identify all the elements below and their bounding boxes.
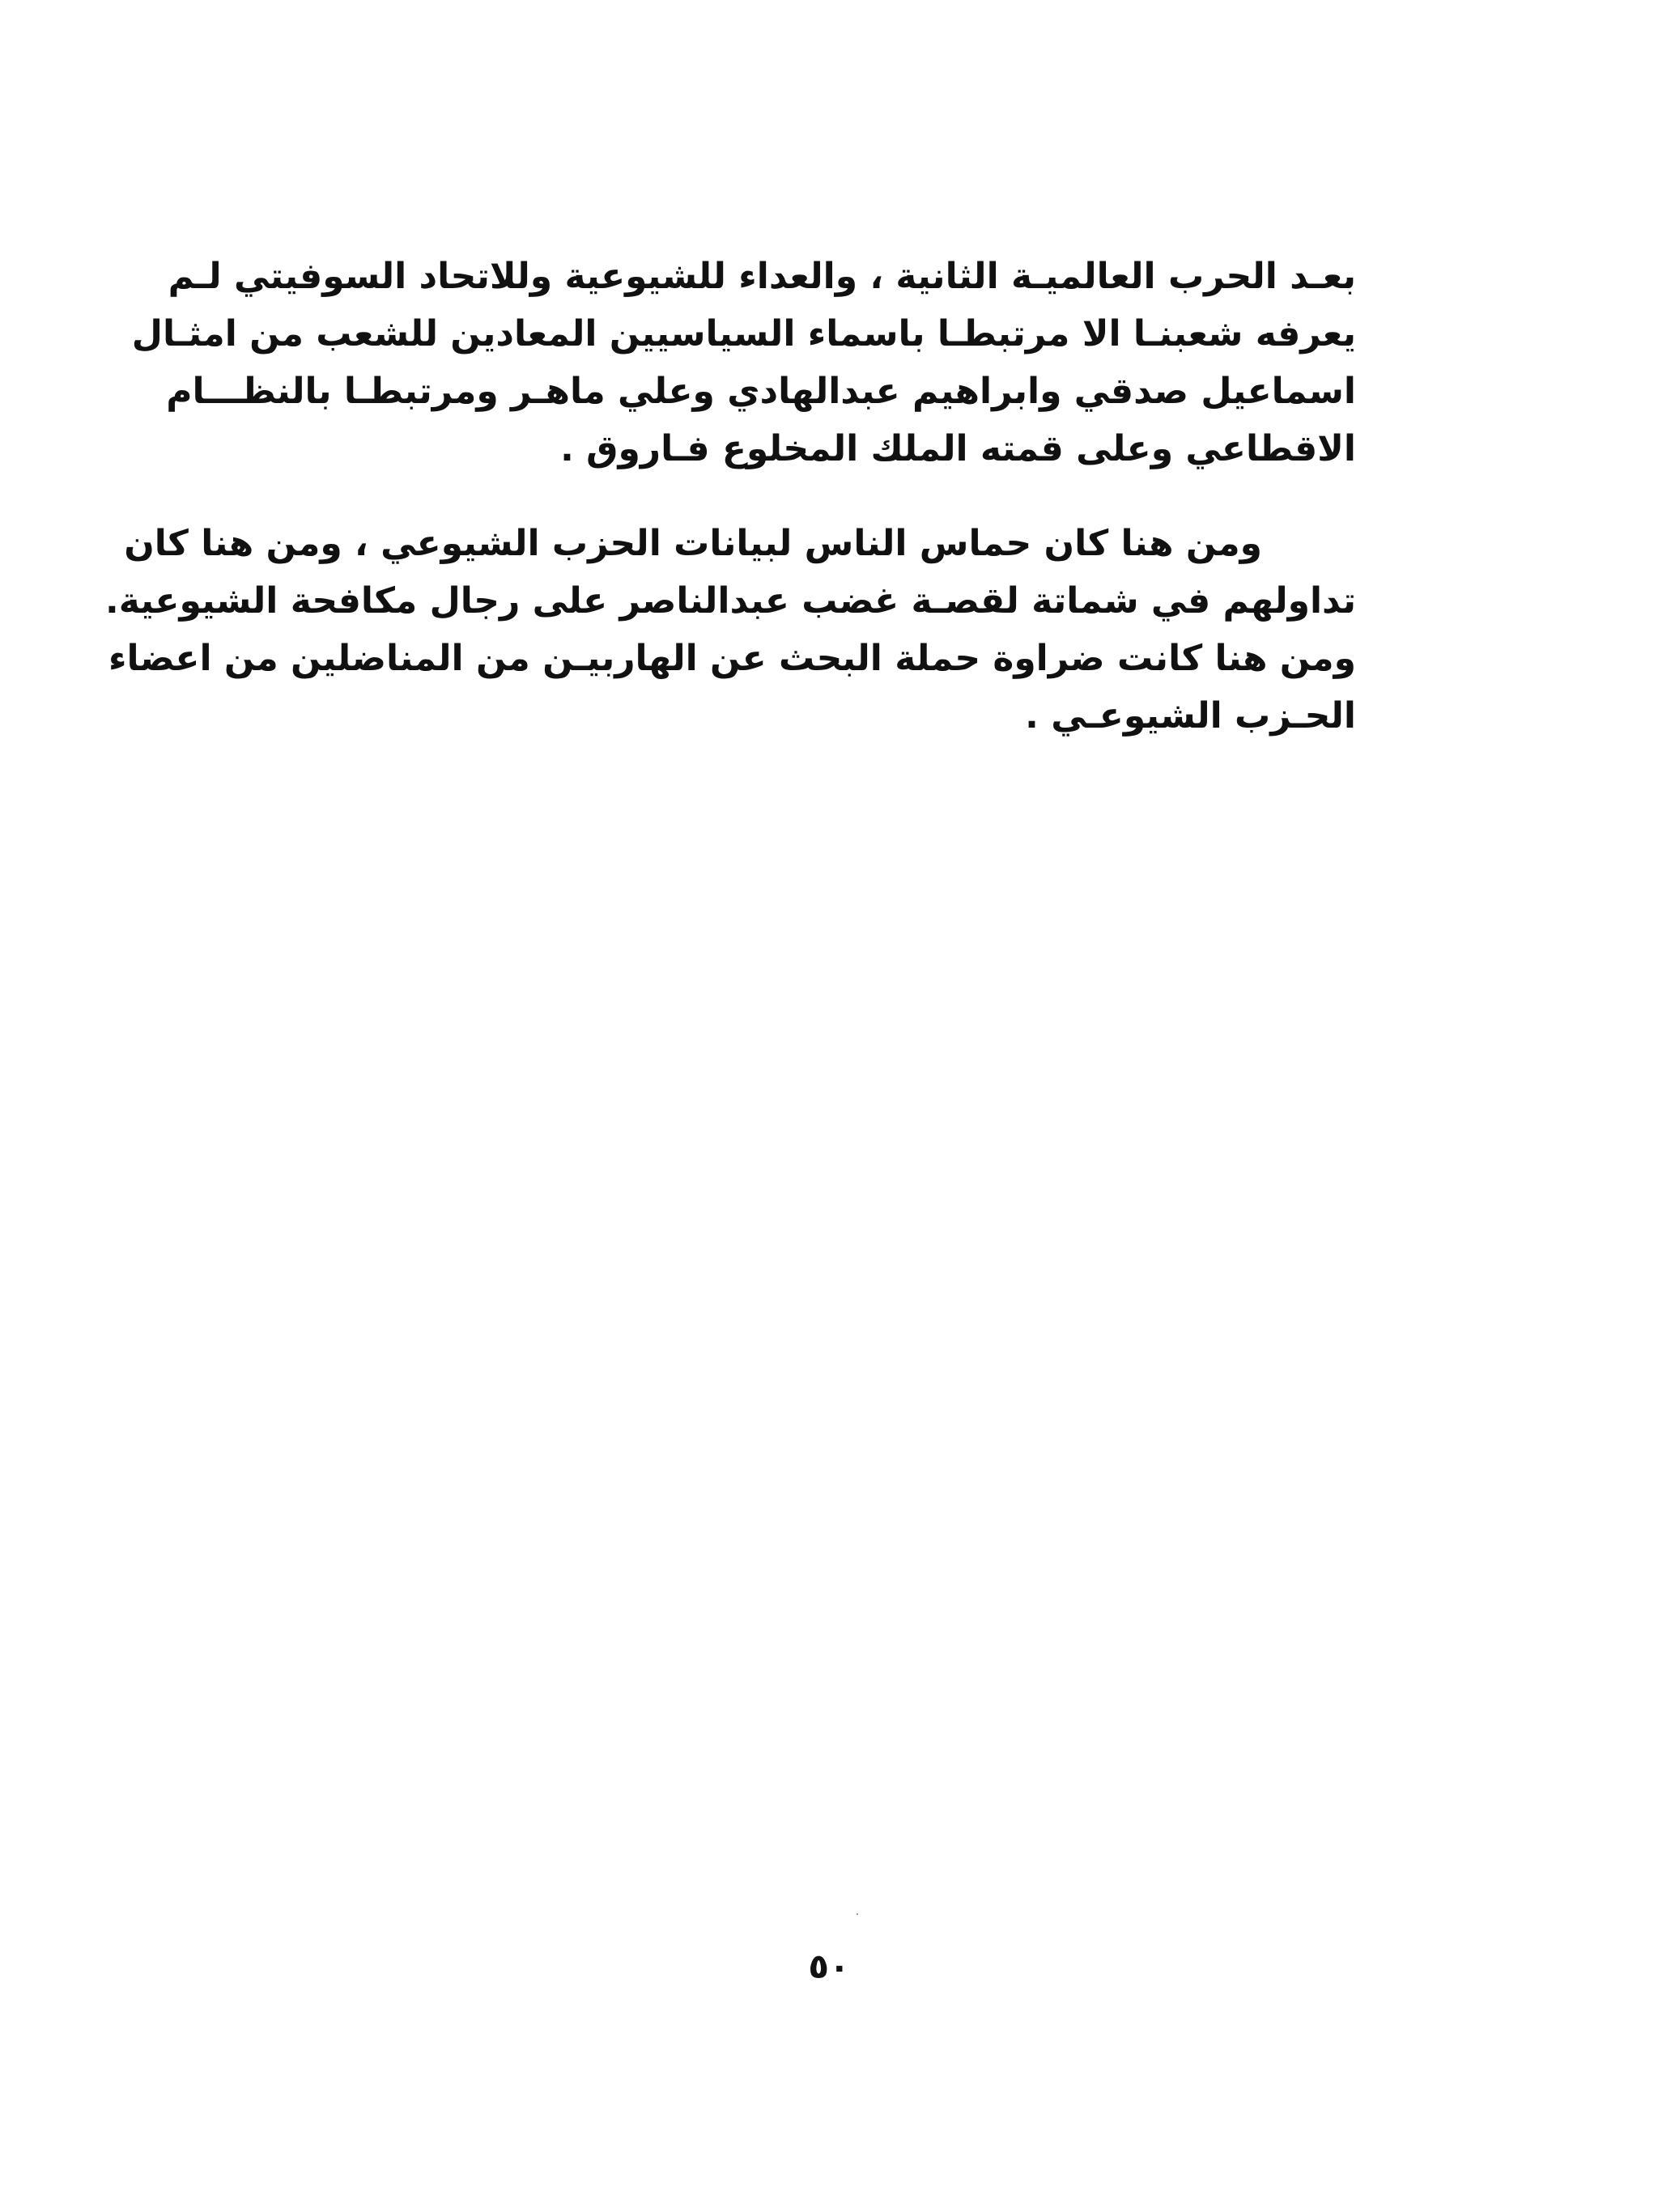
scan-speck — [857, 1913, 858, 1915]
text-line: يعرفه شعبنـا الا مرتبطـا باسماء السياسيين المعادين للشعب من امثـال — [131, 313, 1356, 355]
paragraph-1 — [131, 248, 1356, 478]
paragraph-gap — [304, 478, 1356, 515]
text-line: الحـزب الشيوعـي . — [1025, 695, 1356, 737]
text-line: ومن هنا كانت ضراوة حملة البحث عن الهاربيـن من المناضلين من اعضاء — [108, 638, 1356, 679]
text-line: بعـد الحرب العالميـة الثانية ، والعداء للشيوعية وللاتحاد السوفيتي لـم — [168, 256, 1356, 297]
body-text — [105, 248, 1356, 745]
page-number: ٥٠ — [808, 1947, 850, 1986]
text-line: تداولهم في شماتة لقصـة غضب عبدالناصر على رجال مكافحة الشيوعية. — [105, 580, 1356, 622]
text-line: اسماعيل صدقي وابراهيم عبدالهادي وعلي ماهـر ومرتبطـا بالنظـــام — [166, 371, 1356, 412]
paragraph-2 — [105, 515, 1356, 745]
text-line: الاقطاعي وعلى قمته الملك المخلوع فـاروق . — [560, 428, 1356, 469]
text-line: ومن هنا كان حماس الناس لبيانات الحزب الشيوعي ، ومن هنا كان — [124, 523, 1262, 564]
